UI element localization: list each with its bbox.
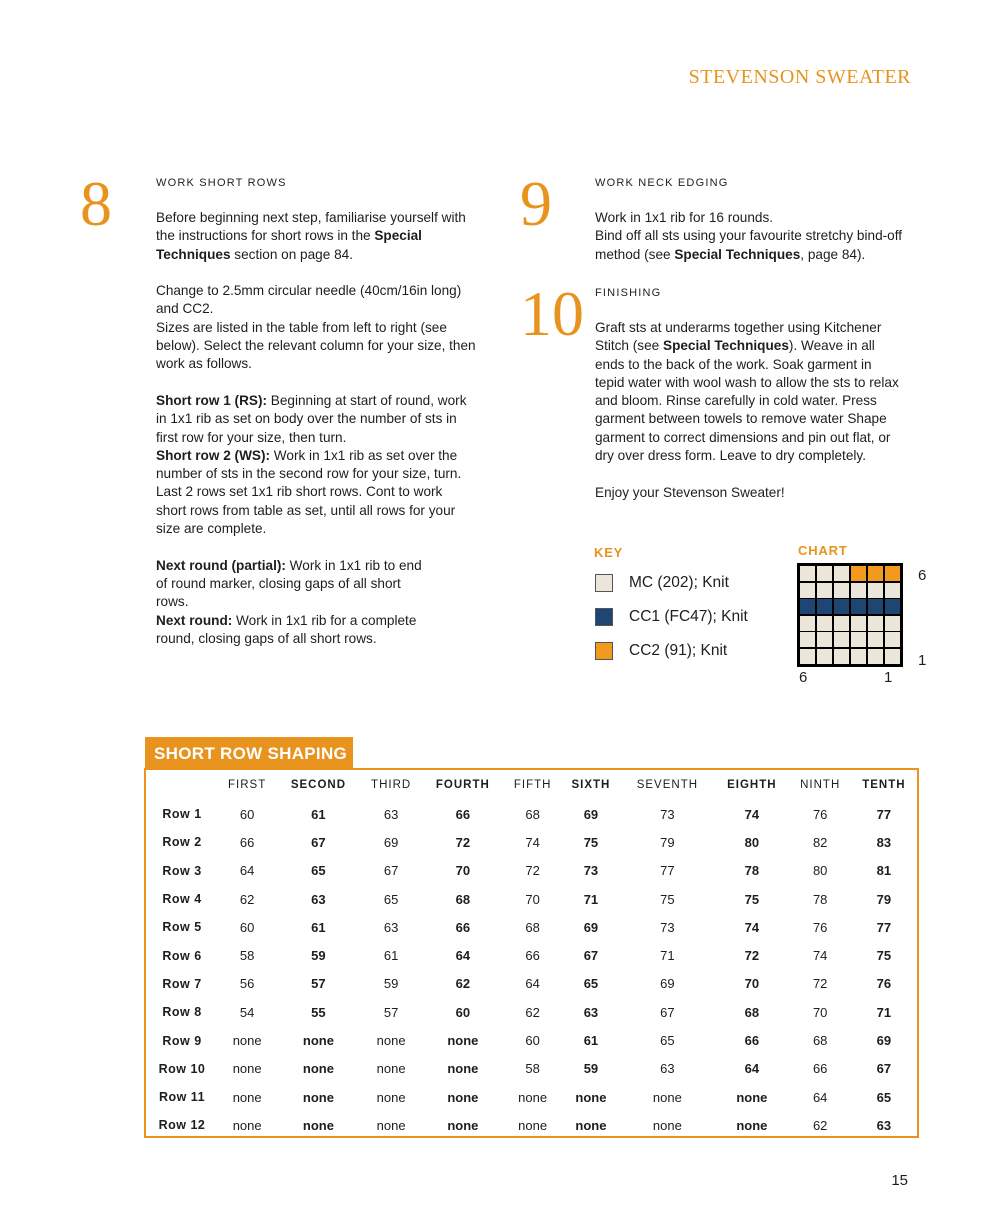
table-cell: 61 [311,806,326,822]
table-cell: 75 [583,834,599,850]
step-10-heading: FINISHING [595,287,662,299]
table-row [146,828,917,856]
table-cell: 57 [311,976,326,992]
next-round [156,612,436,649]
next-round-partial [156,557,431,612]
table-cell: 72 [525,863,540,879]
corner-cell [146,770,218,800]
table-cell: none [736,1089,768,1105]
table-cell: 65 [383,891,399,907]
row-label: Row 12 [158,1118,206,1133]
chart-cell-mc [800,616,815,631]
step-9-paragraph [595,227,913,264]
table-row [146,970,917,998]
column-header: THIRD [371,779,412,791]
table-cell: 59 [383,976,399,992]
table-cell: 61 [583,1033,599,1049]
chart-cell-mc [851,583,866,598]
table-cell: none [302,1117,334,1133]
column-header: SEVENTH [636,779,699,791]
table-cell: 65 [311,863,326,879]
next-round-label: Next round: [156,612,233,628]
chart-cell-cc1 [800,599,815,614]
table-cell: none [376,1033,406,1049]
special-techniques-ref: Special Techniques [674,246,801,262]
text: , page 84). [800,246,866,262]
chart-cell-mc [851,649,866,664]
table-cell: 82 [812,834,828,850]
chart-cell-mc [834,616,849,631]
table-cell: none [652,1089,682,1105]
chart-cell-mc [800,583,815,598]
table-cell: 75 [660,891,675,907]
row-label: Row 11 [158,1090,206,1105]
row-label: Row 3 [162,863,202,878]
table-cell: 80 [812,863,828,879]
step-9-heading: WORK NECK EDGING [595,177,729,189]
key-item-text: CC2 (91); Knit [629,642,728,659]
table-cell: 71 [660,948,675,964]
chart-cell-cc1 [834,599,849,614]
table-cell: none [447,1061,479,1077]
chart-cell-mc [817,566,832,581]
chart-cell-mc [800,632,815,647]
table-cell: 61 [311,919,326,935]
table-cell: 73 [583,863,599,879]
table-row [146,913,917,941]
table-cell: 71 [583,891,599,907]
table-cell: none [376,1117,406,1133]
table-cell: 72 [455,834,471,850]
table-cell: 69 [583,806,599,822]
chart-col-right: 1 [884,669,893,686]
table-cell: none [518,1089,548,1105]
table-cell: none [447,1117,479,1133]
chart-cell-mc [817,616,832,631]
table-cell: 66 [525,948,540,964]
table-row [146,998,917,1026]
chart-cell-mc [868,649,883,664]
table-cell: 72 [744,948,760,964]
table-cell: 72 [812,976,828,992]
step-8-heading: WORK SHORT ROWS [156,177,287,189]
chart-row-bottom: 1 [918,652,927,669]
row-label: Row 8 [162,1005,202,1020]
chart-cell-cc1 [885,599,900,614]
chart-cell-mc [817,583,832,598]
table-cell: 67 [876,1061,892,1077]
row-label: Row 7 [162,976,202,991]
chart-cell-mc [868,583,883,598]
table-cell: none [232,1061,262,1077]
table-cell: 74 [744,806,760,822]
step-8-body [156,209,476,648]
table-cell: 54 [239,1004,255,1020]
column-header: FIFTH [513,779,552,791]
table-cell: 70 [455,863,471,879]
table-cell: 70 [812,1004,828,1020]
special-techniques-ref: Special Techniques [156,228,422,262]
table-cell: 77 [660,863,675,879]
table-cell: 69 [383,834,399,850]
key-item-mc [595,573,729,593]
table-cell: 67 [311,834,326,850]
table-cell: 77 [876,806,892,822]
chart-cell-mc [868,632,883,647]
step-8-paragraph [156,209,476,264]
table-cell: 73 [660,806,675,822]
cc1-swatch [595,608,613,626]
table-cell: 60 [239,919,255,935]
key-item-text: MC (202); Knit [629,574,729,591]
row-label: Row 9 [162,1033,202,1048]
chart-cell-mc [885,583,900,598]
chart-cell-cc2 [868,566,883,581]
table-cell: 66 [744,1033,760,1049]
table-cell: 76 [812,806,828,822]
table-row [146,885,917,913]
key-label: KEY [594,545,624,560]
table-cell: 68 [525,806,540,822]
table-cell: 78 [812,891,828,907]
table-cell: none [232,1089,262,1105]
table-cell: 68 [744,1004,760,1020]
table-cell: 67 [660,1004,675,1020]
table-cell: none [518,1117,548,1133]
chart-cell-mc [885,616,900,631]
chart-cell-mc [834,632,849,647]
table-cell: 60 [239,806,255,822]
text: Beginning at start of round, work in 1x1 rib as set on body over the number of sts in first row for your size, then turn. [156,392,467,445]
table-cell: none [302,1033,334,1049]
column-header: SIXTH [571,779,611,791]
table-cell: 58 [525,1061,540,1077]
step-8-number: 8 [80,168,112,239]
table-cell: 70 [525,891,540,907]
table-cell: none [302,1061,334,1077]
step-9-number: 9 [520,168,552,239]
table-cell: 65 [660,1033,675,1049]
table-cell: 69 [660,976,675,992]
row-label: Row 5 [162,920,202,935]
table-cell: none [447,1033,479,1049]
table-cell: 81 [876,863,892,879]
closing-line: Enjoy your Stevenson Sweater! [595,484,785,500]
table-cell: 62 [455,976,471,992]
chart-cell-mc [817,649,832,664]
chart-cell-mc [834,583,849,598]
table-cell: 60 [525,1033,540,1049]
table-cell: 69 [876,1033,892,1049]
text: Work in 1x1 rib as set over the number of sts in the second row for your size, turn. [156,447,462,482]
table-cell: 63 [383,806,399,822]
table-cell: 71 [876,1004,892,1020]
table-cell: 75 [744,891,760,907]
row-label: Row 6 [162,948,202,963]
table-cell: 67 [383,863,399,879]
key-item-text: CC1 (FC47); Knit [629,608,748,625]
table-cell: 63 [383,919,399,935]
table-cell: 66 [455,806,471,822]
table-cell: 69 [583,919,599,935]
page-number: 15 [891,1172,908,1189]
chart-cell-cc1 [868,599,883,614]
column-header: FIRST [228,779,267,791]
table-row [146,1055,917,1083]
table-cell: 64 [812,1089,828,1105]
key-item-cc2 [595,641,727,661]
table-cell: 83 [876,834,892,850]
chart-cell-mc [851,632,866,647]
table-cell: 60 [455,1004,471,1020]
chart-cell-mc [800,566,815,581]
row-label: Row 2 [162,835,202,850]
mc-swatch [595,574,613,592]
chart-cell-cc2 [885,566,900,581]
chart-cell-mc [868,616,883,631]
text: ). Weave in all ends to the back of the work. Soak garment in tepid water with wool wash to allow the sts to relax and bloom. Rinse carefully in cold water. Press garment between towels to remove water Shape garment to correct dimensions and pin out flat, or dry over dress form. Leave to dry completely. [595,338,899,464]
table-cell: 59 [583,1061,599,1077]
table-cell: 68 [455,891,471,907]
table-cell: 59 [311,948,326,964]
short-row-2-label: Short row 2 (WS): [156,447,271,463]
step-9-paragraph: Work in 1x1 rib for 16 rounds. [595,210,774,225]
table-cell: 64 [525,976,540,992]
text: Before beginning next step, familiarise yourself with the instructions for short rows in the [156,210,466,244]
chart-cell-cc1 [851,599,866,614]
table-cell: 57 [383,1004,399,1020]
shaping-grid [146,770,917,1140]
table-cell: 56 [239,976,255,992]
column-header: FOURTH [435,779,490,791]
step-8-paragraph: Last 2 rows set 1x1 rib short rows. Cont to work short rows from table as set, until all rows for your size are complete. [156,484,456,537]
text: Bind off all sts using your favourite stretchy bind-off method (see [595,228,903,262]
table-cell: 68 [812,1033,828,1049]
row-label: Row 4 [162,892,202,907]
chart-cell-mc [851,616,866,631]
table-row [146,1083,917,1111]
table-cell: 61 [383,948,399,964]
table-cell: none [232,1117,262,1133]
table-cell: 79 [660,834,675,850]
table-cell: 65 [876,1089,892,1105]
table-cell: 76 [876,976,892,992]
table-cell: none [575,1117,607,1133]
table-cell: 74 [525,834,540,850]
table-cell: 70 [744,976,760,992]
table-cell: 62 [525,1004,540,1020]
table-cell: 63 [660,1061,675,1077]
short-row-shaping-table [144,768,919,1138]
chart-label: CHART [798,543,848,558]
step-9-body [595,209,913,264]
table-cell: none [376,1089,406,1105]
table-cell: 78 [744,863,760,879]
table-row [146,1026,917,1054]
chart-cell-mc [834,649,849,664]
table-cell: none [302,1089,334,1105]
table-cell: 77 [876,919,892,935]
key-item-cc1 [595,607,748,627]
short-row-2 [156,447,476,484]
text: Work in 1x1 rib to end of round marker, closing gaps of all short rows. [156,557,422,610]
table-cell: 66 [239,834,255,850]
table-cell: 64 [744,1061,760,1077]
table-cell: 66 [455,919,471,935]
chart-cell-mc [834,566,849,581]
row-label: Row 1 [162,807,202,822]
short-row-shaping-title: SHORT ROW SHAPING [145,737,353,770]
table-cell: 67 [583,948,599,964]
table-cell: 79 [876,891,892,907]
table-cell: none [736,1117,768,1133]
text: Graft sts at underarms together using Kitchener Stitch (see [595,320,882,354]
table-cell: 74 [744,919,760,935]
table-cell: 62 [239,891,255,907]
table-cell: none [575,1089,607,1105]
chart-cell-mc [817,632,832,647]
column-header: SECOND [290,779,347,791]
short-row-1-label: Short row 1 (RS): [156,392,268,408]
chart-row-top: 6 [918,567,927,584]
table-cell: 58 [239,948,255,964]
page-header-title: STEVENSON SWEATER [688,66,911,88]
chart-cell-mc [800,649,815,664]
table-cell: none [376,1061,406,1077]
table-header-row [146,770,917,800]
table-cell: 74 [812,948,828,964]
table-cell: 76 [812,919,828,935]
table-row [146,800,917,828]
table-cell: 63 [311,891,326,907]
column-header: EIGHTH [727,779,777,791]
step-8-paragraph: Change to 2.5mm circular needle (40cm/16in long) and CC2. Sizes are listed in the table from left to right (see below). Select the relevant column for your size, then work as follows. [156,283,476,372]
table-cell: 62 [812,1117,828,1133]
table-cell: 66 [812,1061,828,1077]
table-cell: 68 [525,919,540,935]
table-cell: 80 [744,834,760,850]
table-cell: 63 [876,1117,892,1133]
column-header: NINTH [800,779,841,791]
table-cell: 55 [311,1004,326,1020]
table-row [146,1111,917,1139]
chart-cell-mc [885,649,900,664]
text: Work in 1x1 rib for a complete round, closing gaps of all short rows. [156,612,417,646]
special-techniques-ref: Special Techniques [663,338,789,354]
table-cell: 63 [583,1004,599,1020]
table-cell: none [232,1033,262,1049]
table-cell: none [447,1089,479,1105]
table-cell: 64 [455,948,471,964]
step-10-paragraph [595,319,900,465]
step-10-number: 10 [520,278,584,349]
column-header: TENTH [862,779,906,791]
cc2-swatch [595,642,613,660]
short-row-1 [156,392,476,447]
chart-col-left: 6 [799,669,808,686]
row-label: Row 10 [158,1061,206,1076]
table-cell: 73 [660,919,675,935]
next-round-partial-label: Next round (partial): [156,557,286,573]
colorwork-chart [797,563,903,667]
step-10-body [595,319,900,502]
table-cell: none [652,1117,682,1133]
table-cell: 75 [876,948,892,964]
table-row [146,857,917,885]
chart-cell-mc [885,632,900,647]
chart-cell-cc2 [851,566,866,581]
table-cell: 64 [239,863,255,879]
table-row [146,941,917,969]
table-cell: 65 [583,976,599,992]
chart-cell-cc1 [817,599,832,614]
text: section on page 84. [230,246,353,262]
